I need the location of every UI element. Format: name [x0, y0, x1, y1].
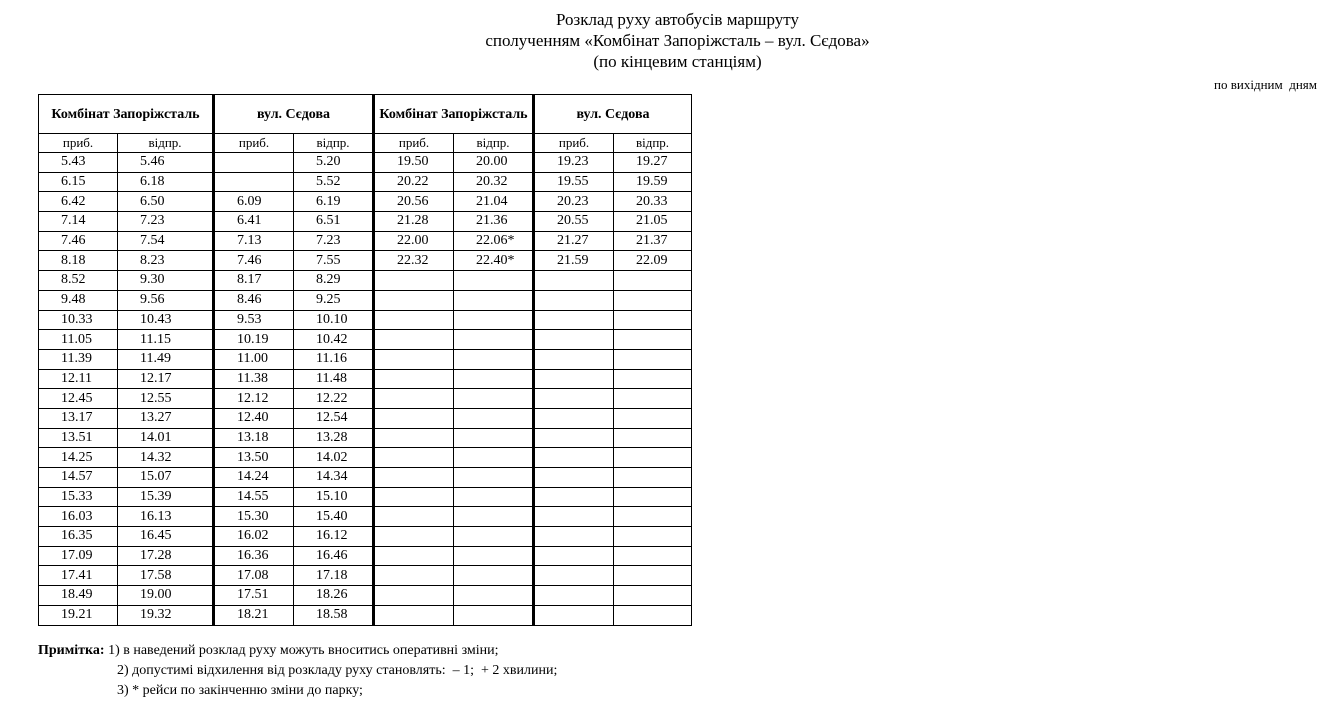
table-cell [534, 310, 614, 330]
table-cell: 10.10 [294, 310, 374, 330]
table-cell: 19.27 [614, 153, 692, 173]
table-cell: 8.46 [214, 290, 294, 310]
table-cell [614, 468, 692, 488]
table-cell: 19.21 [39, 605, 118, 625]
table-cell: 11.16 [294, 349, 374, 369]
table-cell: 7.46 [214, 251, 294, 271]
table-row [39, 546, 692, 566]
table-cell: 16.03 [39, 507, 118, 527]
table-row [39, 566, 692, 586]
table-row [39, 408, 692, 428]
table-cell [454, 566, 534, 586]
table-cell [614, 566, 692, 586]
table-cell: 13.51 [39, 428, 118, 448]
table-cell [614, 369, 692, 389]
table-cell [614, 271, 692, 291]
table-cell: 9.48 [39, 290, 118, 310]
table-cell [454, 586, 534, 606]
table-row [39, 586, 692, 606]
table-cell: 6.18 [118, 172, 214, 192]
table-cell: 20.22 [374, 172, 454, 192]
table-cell: 11.15 [118, 330, 214, 350]
table-cell: 10.33 [39, 310, 118, 330]
table-cell: 11.39 [39, 349, 118, 369]
table-row [39, 330, 692, 350]
header-sedova-2: вул. Сєдова [534, 95, 692, 134]
table-cell [374, 546, 454, 566]
table-cell [374, 527, 454, 547]
table-cell [374, 369, 454, 389]
table-cell: 21.37 [614, 231, 692, 251]
table-cell: 21.05 [614, 212, 692, 232]
table-cell [454, 389, 534, 409]
table-cell: 10.43 [118, 310, 214, 330]
table-cell [374, 408, 454, 428]
table-cell: 9.25 [294, 290, 374, 310]
table-cell [454, 527, 534, 547]
table-cell: 15.39 [118, 487, 214, 507]
table-cell [614, 310, 692, 330]
table-cell [534, 369, 614, 389]
sub-arrival: приб. [374, 134, 454, 153]
table-cell [374, 507, 454, 527]
header-kombinat-2: Комбінат Запоріжсталь [374, 95, 534, 134]
sub-arrival: приб. [534, 134, 614, 153]
table-cell: 17.18 [294, 566, 374, 586]
table-cell: 7.55 [294, 251, 374, 271]
table-cell [534, 389, 614, 409]
table-cell [614, 507, 692, 527]
table-cell [374, 468, 454, 488]
note-item-3: 3) * рейси по закінченню зміни до парку; [117, 683, 363, 698]
table-cell: 5.20 [294, 153, 374, 173]
sub-departure: відпр. [118, 134, 214, 153]
table-cell: 13.50 [214, 448, 294, 468]
table-cell: 6.50 [118, 192, 214, 212]
table-cell: 8.52 [39, 271, 118, 291]
table-cell [454, 605, 534, 625]
table-cell [454, 330, 534, 350]
table-cell [614, 546, 692, 566]
table-cell [534, 271, 614, 291]
table-cell: 16.02 [214, 527, 294, 547]
schedule-title [0, 9, 1333, 72]
title-line-1: Розклад руху автобусів маршруту [556, 10, 799, 29]
table-row [39, 172, 692, 192]
table-row [39, 428, 692, 448]
table-cell [534, 408, 614, 428]
table-row [39, 271, 692, 291]
table-cell: 22.32 [374, 251, 454, 271]
table-cell: 7.13 [214, 231, 294, 251]
table-cell: 16.13 [118, 507, 214, 527]
table-cell: 21.04 [454, 192, 534, 212]
table-row [39, 310, 692, 330]
table-cell [614, 389, 692, 409]
table-cell: 8.29 [294, 271, 374, 291]
table-cell [454, 546, 534, 566]
table-cell [614, 428, 692, 448]
table-cell [614, 605, 692, 625]
table-cell: 12.12 [214, 389, 294, 409]
table-row [39, 212, 692, 232]
table-cell: 11.49 [118, 349, 214, 369]
table-cell [374, 349, 454, 369]
table-cell: 8.23 [118, 251, 214, 271]
table-cell: 17.58 [118, 566, 214, 586]
sub-arrival: приб. [39, 134, 118, 153]
table-cell: 19.23 [534, 153, 614, 173]
table-cell: 7.14 [39, 212, 118, 232]
table-cell: 6.09 [214, 192, 294, 212]
table-cell [374, 586, 454, 606]
table-cell [454, 271, 534, 291]
table-row [39, 507, 692, 527]
table-cell [614, 330, 692, 350]
table-cell: 5.52 [294, 172, 374, 192]
table-cell: 12.17 [118, 369, 214, 389]
table-row [39, 369, 692, 389]
sub-departure: відпр. [454, 134, 534, 153]
table-cell: 19.59 [614, 172, 692, 192]
table-cell: 12.45 [39, 389, 118, 409]
table-cell: 9.56 [118, 290, 214, 310]
table-cell: 20.32 [454, 172, 534, 192]
table-cell [374, 566, 454, 586]
table-cell [454, 310, 534, 330]
table-cell: 19.55 [534, 172, 614, 192]
table-cell: 21.27 [534, 231, 614, 251]
table-cell [534, 330, 614, 350]
table-cell [614, 408, 692, 428]
table-cell: 9.53 [214, 310, 294, 330]
table-cell [534, 586, 614, 606]
table-cell: 7.23 [294, 231, 374, 251]
schedule-table [38, 94, 692, 626]
table-cell: 19.32 [118, 605, 214, 625]
table-row [39, 389, 692, 409]
table-cell [454, 468, 534, 488]
table-cell: 6.41 [214, 212, 294, 232]
table-cell [454, 408, 534, 428]
table-cell [374, 389, 454, 409]
table-cell [454, 290, 534, 310]
table-cell: 13.18 [214, 428, 294, 448]
table-cell [374, 487, 454, 507]
note-label: Примітка: [38, 643, 105, 658]
table-cell [374, 428, 454, 448]
table-cell [534, 428, 614, 448]
table-cell: 17.51 [214, 586, 294, 606]
table-cell: 17.28 [118, 546, 214, 566]
table-cell: 15.40 [294, 507, 374, 527]
sub-departure: відпр. [294, 134, 374, 153]
table-cell [614, 448, 692, 468]
table-row [39, 349, 692, 369]
table-cell [454, 349, 534, 369]
table-row [39, 448, 692, 468]
table-cell [374, 290, 454, 310]
table-cell [454, 487, 534, 507]
table-cell: 15.30 [214, 507, 294, 527]
table-cell: 8.17 [214, 271, 294, 291]
table-cell: 14.55 [214, 487, 294, 507]
table-cell: 6.42 [39, 192, 118, 212]
table-row [39, 527, 692, 547]
table-cell [534, 468, 614, 488]
table-cell [534, 566, 614, 586]
sub-departure: відпр. [614, 134, 692, 153]
table-row [39, 487, 692, 507]
table-cell [534, 290, 614, 310]
table-cell: 16.12 [294, 527, 374, 547]
table-cell: 17.09 [39, 546, 118, 566]
table-cell: 14.24 [214, 468, 294, 488]
table-cell [534, 487, 614, 507]
table-cell [454, 369, 534, 389]
table-cell [374, 448, 454, 468]
table-cell [214, 153, 294, 173]
table-cell: 5.46 [118, 153, 214, 173]
table-cell [214, 172, 294, 192]
table-row [39, 290, 692, 310]
header-kombinat-1: Комбінат Запоріжсталь [39, 95, 214, 134]
title-line-3: (по кінцевим станціям) [593, 52, 762, 71]
table-cell: 13.28 [294, 428, 374, 448]
table-cell: 18.49 [39, 586, 118, 606]
sub-arrival: приб. [214, 134, 294, 153]
table-cell: 22.00 [374, 231, 454, 251]
table-cell: 15.10 [294, 487, 374, 507]
table-cell: 18.26 [294, 586, 374, 606]
table-cell: 10.42 [294, 330, 374, 350]
table-cell: 14.34 [294, 468, 374, 488]
table-cell: 12.55 [118, 389, 214, 409]
table-row [39, 251, 692, 271]
table-cell: 16.45 [118, 527, 214, 547]
table-row [39, 153, 692, 173]
table-cell: 18.21 [214, 605, 294, 625]
table-cell [454, 507, 534, 527]
table-cell [614, 290, 692, 310]
table-cell: 11.48 [294, 369, 374, 389]
table-cell [534, 349, 614, 369]
table-cell: 9.30 [118, 271, 214, 291]
table-cell: 19.50 [374, 153, 454, 173]
table-cell: 7.54 [118, 231, 214, 251]
table-cell [374, 605, 454, 625]
table-cell: 18.58 [294, 605, 374, 625]
table-cell: 16.35 [39, 527, 118, 547]
table-cell: 20.23 [534, 192, 614, 212]
table-cell: 7.46 [39, 231, 118, 251]
table-cell: 22.40* [454, 251, 534, 271]
table-cell: 21.28 [374, 212, 454, 232]
table-cell: 15.07 [118, 468, 214, 488]
table-cell [454, 428, 534, 448]
table-cell: 6.19 [294, 192, 374, 212]
note-item-1: 1) в наведений розклад руху можуть вноситись оперативні зміни; [104, 643, 499, 658]
table-cell: 12.11 [39, 369, 118, 389]
table-cell: 21.59 [534, 251, 614, 271]
table-cell [534, 448, 614, 468]
table-cell: 6.15 [39, 172, 118, 192]
table-cell [534, 546, 614, 566]
table-cell [374, 271, 454, 291]
table-cell: 17.08 [214, 566, 294, 586]
schedule-body [39, 153, 692, 626]
note-row-1 [38, 641, 557, 661]
table-cell: 13.27 [118, 408, 214, 428]
table-cell: 13.17 [39, 408, 118, 428]
table-cell [614, 487, 692, 507]
table-cell: 20.00 [454, 153, 534, 173]
table-cell: 12.22 [294, 389, 374, 409]
table-cell: 20.33 [614, 192, 692, 212]
table-cell: 14.32 [118, 448, 214, 468]
table-cell [374, 330, 454, 350]
table-cell [534, 507, 614, 527]
table-cell: 21.36 [454, 212, 534, 232]
table-cell: 20.56 [374, 192, 454, 212]
notes [38, 641, 557, 701]
table-cell [614, 527, 692, 547]
table-row [39, 231, 692, 251]
table-cell: 20.55 [534, 212, 614, 232]
table-cell: 14.57 [39, 468, 118, 488]
table-cell: 16.46 [294, 546, 374, 566]
table-cell: 11.38 [214, 369, 294, 389]
table-cell [374, 310, 454, 330]
note-item-2: 2) допустимі відхилення від розкладу руху становлять: – 1; + 2 хвилини; [117, 663, 558, 678]
table-row [39, 192, 692, 212]
table-cell: 5.43 [39, 153, 118, 173]
table-row [39, 605, 692, 625]
table-cell: 22.09 [614, 251, 692, 271]
table-cell [614, 586, 692, 606]
table-cell: 11.05 [39, 330, 118, 350]
table-cell [534, 605, 614, 625]
table-cell: 16.36 [214, 546, 294, 566]
table-cell: 7.23 [118, 212, 214, 232]
table-cell: 19.00 [118, 586, 214, 606]
table-cell: 6.51 [294, 212, 374, 232]
title-line-2: сполученням «Комбінат Запоріжсталь – вул. Сєдова» [485, 31, 870, 50]
table-cell: 12.40 [214, 408, 294, 428]
table-cell: 22.06* [454, 231, 534, 251]
table-cell: 15.33 [39, 487, 118, 507]
days-label: по вихідним дням [1214, 77, 1317, 92]
table-cell: 10.19 [214, 330, 294, 350]
table-cell [614, 349, 692, 369]
table-cell: 11.00 [214, 349, 294, 369]
table-cell: 14.25 [39, 448, 118, 468]
table-row [39, 468, 692, 488]
table-cell: 17.41 [39, 566, 118, 586]
table-cell: 14.02 [294, 448, 374, 468]
table-cell: 8.18 [39, 251, 118, 271]
header-row [39, 95, 692, 134]
table-cell [454, 448, 534, 468]
table-cell: 12.54 [294, 408, 374, 428]
table-cell [534, 527, 614, 547]
subheader-row [39, 134, 692, 153]
header-sedova-1: вул. Сєдова [214, 95, 374, 134]
table-cell: 14.01 [118, 428, 214, 448]
